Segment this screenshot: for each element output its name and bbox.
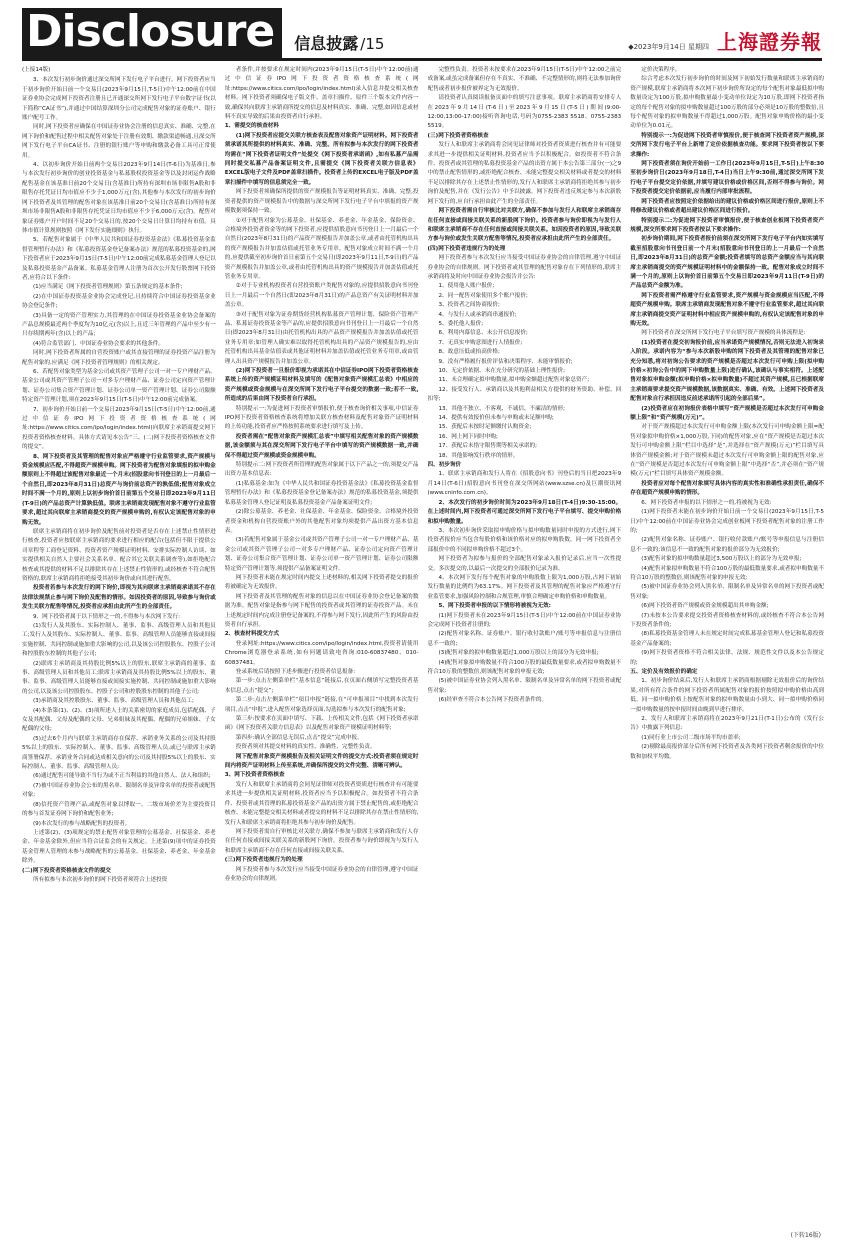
body-paragraph: (5)被中国证券业协会列入黑名单、限制名单及异常名单的网下投资者或配售对象; — [630, 584, 824, 600]
body-paragraph: (1)网下投资者未在2023年9月15日(T-5日)中午12:00前在中国证券业协会完成网下投资者注册的; — [427, 612, 622, 628]
page-number: /15 — [360, 35, 385, 53]
body-paragraph: 6、利用内幕信息、未公开信息报价; — [438, 330, 528, 337]
body-paragraph: 14、提供有效报价但未参与申购或未足额申购; — [438, 415, 554, 422]
body-paragraph: ②对于专业机构投资者自营投资账户类配售对象的,应提供招股意向书刊登日上一月最后一个自然日(即2023年8月31日)的产品总资产有关证明材料并加盖公章。 — [224, 283, 419, 309]
article-columns — [22, 66, 824, 1226]
body-paragraph: (5)被中国证券业协会列入黑名单、限制名单及异常名单的网下投资者或配售对象; — [427, 678, 622, 694]
body-paragraph: 1、联席主承销商和发行人将在《招股意向书》刊登后的当日把2023年9月14日(T-6日)招股意向书刊登在深交所网站(www.szse.cn)及巨潮资讯网(www.cninfo.com.cn)。 — [427, 471, 622, 497]
body-paragraph: 网下投资者需严格遵守行业监管要求,资产规模与资金规模应当匹配,不得超资产规模申购。联席主承销商发现配售对象不遵守行业监管要求,超过其向联席主承销商提交资产证明材料中相应资产规模申购的,有权认定该配售对象的申购无效。 — [630, 292, 824, 327]
body-paragraph: 网下配售对象资产规模报告及相关证明文件的提交方式:投资者须在规定时间内将资产证明材料上传至系统,并确保所提交的文件完整、清晰可辨认。 — [224, 753, 419, 770]
body-paragraph: 4、与发行人或承销商串通报价; — [438, 311, 517, 318]
body-paragraph: 所有拟参与本次初步询价的网下投资者须符合上述投资 — [33, 876, 168, 883]
body-paragraph: 网下投资者未能在规定时间内提交上述材料的,相关网下投资者提交的报价将被确定为无效报价。 — [224, 574, 419, 591]
body-paragraph: (4)符合监管部门、中国证券业协会要求的其他条件。 — [33, 340, 164, 347]
body-paragraph: (3)承销商及其控股股东、董事、监事、高级管理人员和其他员工; — [33, 698, 194, 705]
body-paragraph: 网下投资者为拟参与报价的全部配售对象录入报价记录后,应当一次性提交。多次提交的,以最后一次提交的全部报价记录为准。 — [427, 556, 622, 572]
body-paragraph: ①对于配售对象为公募基金、社保基金、养老金、年金基金、保险资金、合格境外投资者资金等的网下投资者,应提供招股意向书刊登日上一月最后一个自然日(2023年8月31日)的产品资产规模报告并加盖公章,或者由托管机构出具的资产规模报告并加盖估值或托管业务专用章。配售对象成立时间不满一个月的,应提供截至初步询价首日前第五个交易日(即2023年9月11日,T-9日)的产品资产规模报告并加盖公章,或者由托管机构出具的资产规模报告并加盖估值或托管业务专用章。 — [224, 217, 419, 280]
continued-to-note: (下转16版) — [790, 1232, 821, 1239]
masthead-right — [628, 26, 822, 55]
body-paragraph: 网下投资者须确保所提供的资产规模报告等证明材料真实、准确、完整,投资者提供的资产规模报告中的数据与深交所网下发行电子平台中填报的资产规模数据须保持一致。 — [224, 189, 419, 215]
body-paragraph: 5、委托他人报价; — [438, 320, 484, 327]
body-paragraph: 投资者若参与本次发行的网下询价,即视为其向联席主承销商承诺其不存在法律法规禁止参与网下询价及配售的情形。如因投资者的原因,导致参与询价或发生关联方配售等情况,投资者应承担由此所产生的全部责任。 — [22, 585, 216, 611]
body-paragraph: 3、本次初步询价采取拟申购价格与拟申购数量同时申报的方式进行,网下投资者报价应当包含每股价格和该价格对应的拟申购股数。同一网下投资者全部报价中的不同拟申购价格不超过3个。 — [427, 527, 622, 553]
body-paragraph: 3、投资者之间协商报价; — [438, 302, 500, 309]
body-paragraph: 投资者须对其提交材料的真实性、准确性、完整性负责。 — [235, 744, 376, 751]
body-paragraph: (7)未按本公告要求提交投资者资格核查材料的,或经核查不符合本公告网下投资者条件的; — [630, 612, 824, 628]
body-paragraph: 发行人和联席主承销商将会同见证律师对投资者资质进行核查并有可能要求其进一步提供相关证明材料,投资者应当予以积极配合。如投资者不符合条件、投资者或其管理的私募投资基金产品的出资方属于禁止配售的,或拒绝配合核查、未能完整提交相关材料或者提交的材料不足以排除其存在禁止性情形的,发行人和联席主承销商将拒绝其参与初步询价及配售。 — [224, 781, 419, 826]
body-paragraph: ③对于配售对象为证券期货经营机构私募资产管理计划、保险资产管理产品、私募证券投资基金等产品的,应提供招股意向书刊登日上一月最后一个自然日(即2023年8月31日)由托管机构出具的产品资产规模报告并加盖估值或托管业务专用章;如管理人确实难以取得托管机构出具的产品资产规模报告的,应由托管机构出具基金估值表或其他证明材料并加盖估值或托管业务专用章,或由管理人出具资产规模报告并加盖公章。 — [224, 311, 419, 365]
body-paragraph: 9、没有严格履行报价评估和决策程序、未能审慎报价; — [438, 358, 573, 365]
body-paragraph: (4)本条第(1)、(2)、(3)项所述人士的关系密切的家庭成员,包括配偶、子女及其配偶、父母及配偶的父母、兄弟姐妹及其配偶、配偶的兄弟姐妹、子女配偶的父母; — [22, 707, 216, 733]
body-paragraph: (2)配售对象名称、证券账户、银行收付款账户/账号等申报信息与注册信息不一致的; — [427, 631, 622, 647]
section-heading-paragraph: 2、核查材料提交方式 — [224, 631, 279, 638]
body-paragraph: (2)投资者应在初询报价表格中填写“资产规模是否超过本次发行可申购金额上限”和“资产规模(万元)”。 — [630, 405, 824, 422]
body-paragraph: (2)配售对象名称、证券账户、银行收付款账户/账号等申报信息与注册信息不一致的;该信息不一致的配售对象的报价部分为无效报价; — [630, 537, 824, 553]
body-paragraph: 网下投资者参与本次发行应当接受中国证券业协会的自律管理,遵守中国证券业协会的自律规则。 — [224, 866, 419, 882]
body-paragraph: (1)发行人及其股东、实际控制人、董事、监事、高级管理人员和其他员工;发行人及其股东、实际控制人、董事、监事、高级管理人员能够直接或间接实施控制、共同控制或施加重大影响的公司,以及该公司控股股东、控股子公司和控股股东控制的其他子公司; — [22, 622, 216, 658]
body-paragraph: 4、以初步询价开始日前两个交易日2023年9月14日(T-6日)为基准日,参与本次发行初步询价的创业投资基金与私募股权投资基金等以及封闭运作战略配售基金在该基准日前20个交易日(含基准日)所持有深圳市场非限售A股和非限售存托凭证日均市值应不少于1,000万元(含),其他参与本次发行的初步询价网下投资者及其管理的配售对象在该基准日前20个交易日(含基准日)所持有深圳市场非限售A股和非限售存托凭证日均市值应不少于6,000万元(含)。配售对象证券账户开户时间不足20个交易日的,按20个交易日计算日均持有市值。具体市值计算规则按照《网下发行实施细则》执行。 — [22, 162, 216, 234]
section-heading-paragraph: (三)网下投资者资格核查 — [427, 132, 489, 139]
body-paragraph: 同时,网下投资者应确保在中国证券业协会注册的信息真实、准确、完整,在网下询价和配售过程中相关配售对象处于注册有效期、缴款渠道畅通,且深交所网下发行电子平台CA证书、注册的银行账户等申购和缴款必备工具可正常使用。 — [22, 124, 216, 159]
body-paragraph: 网下投资者需自行审核比对关联方,确保不参加与发行人和联席主承销商存在任何直接或间接关联关系的新股网下询价。投资者参与询价即视为与发行人和联席主承销商不存在任何直接或间接关联关系。如因投资者的原因,导致关联方参与询价或发生关联方配售等情况,投资者应承担由此所产生的全部责任。 — [427, 208, 622, 243]
publication-date: ◆2023年9月14日 星期四 — [628, 43, 709, 51]
body-paragraph: 网下投资者须在询价开始前一工作日(2023年9月15日,T-5日)上午8:30至初步询价日(2023年9月18日,T-4日)当日上午9:30前,通过深交所网下发行电子平台提交定价依据,并填写建议价格或价格区间,否则不得参与询价。网下投资者提交定价依据前,应当履行内部审批流程。 — [630, 161, 824, 196]
body-paragraph: 18、其他影响发行秩序的情形。 — [438, 452, 519, 459]
body-paragraph: (1)投资者在提交初询报价前,应当承诺资产规模情况,否则无法进入初询录入阶段。承诺内容为“参与本次新股申购的网下投资者及其管理的配售对象已充分知悉,将对初询公告要求的资产规模是否超过本次发行可申购上限(拟申购价格×初询公告中的网下申购数量上限)进行确认,该确认与事实相符。上述配售对象拟申购金额(拟申购价格×拟申购数量)不超过其资产规模,且已根据联席主承销商要求提交资产规模数据,该数据真实、准确、有效。上述网下投资者及配售对象自行承担因违反前述承诺所引起的全部后果”。 — [630, 339, 824, 403]
body-paragraph: 第三步:按要求在页面中填写、下载、上传相关文件,包括《网下投资者承诺函》《网下投资者关联方信息表》以及配售对象资产规模证明材料等; — [224, 716, 419, 732]
body-paragraph: 对于资产规模超过本次发行可申购金额上限(本次发行可申购金额上限=配售对象拟申购价格×1,000万股,下同)的配售对象,应在“资产规模是否超过本次发行可申购金额上限”栏目中选择“是”,并选择在“资产规模(万元)”栏目填写具体资产规模金额;对于资产规模未超过本次发行可申购金额上限的配售对象,应在“资产规模是否超过本次发行可申购金额上限”中选择“否”,并必须在“资产规模(万元)”栏目填写具体资产规模金额。 — [630, 424, 824, 478]
masthead — [22, 8, 822, 61]
continued-from-note: (上接14版) — [22, 67, 51, 73]
body-paragraph: (6)网下投资者资产规模或资金规模超出其申购金额; — [641, 603, 769, 610]
body-paragraph: 登录网址:https://www.citics.com/ipo/login/index.html,投资者请使用Chrome浏览器登录系统,如有问题请致电咨询:010-60837480、010-60837481。 — [224, 640, 419, 666]
body-paragraph: 第一步:点击左侧菜单栏“基本信息”链接后,在页面右侧填写完整投资者基本信息,点击“提交”; — [224, 678, 419, 694]
body-paragraph: 发行人和联席主承销商将会同见证律师对投资者资质进行核查并有可能要求其进一步提供相关证明材料,投资者应当予以积极配合。如投资者不符合条件、投资者或其管理的私募投资基金产品的出资方属于本公告第三部分(一)之9中的禁止配售情形的,或拒绝配合核查、未能完整提交相关材料或者提交的材料不足以排除其存在上述禁止性情形的,发行人和联席主承销商将拒绝其参与初步询价及配售,并在《发行公告》中予以披露。网下投资者违反规定参与本次新股网下发行的,应自行承担由此产生的全部责任。 — [427, 142, 622, 205]
body-paragraph: (8)信托资产管理产品,或配售对象以博取一、二级市场价差为主要投资目的参与首发证券网下询价和配售业务; — [22, 801, 216, 818]
body-paragraph: 请投资者认真阅读报备页面中的填写注意事项。联席主承销商将安排专人在2023年9月14日(T-6日)至2023年9月15日(T-5日)期间(9:00-12:00,13:00-17:00)接听咨询电话,号码为0755-2383 5518、0755-2383 5519。 — [427, 95, 622, 130]
body-paragraph: (3)配售对象的拟申购数量超过1,000万股以上的部分为无效申报; — [438, 650, 599, 657]
body-paragraph: 特别提示二:为促进网下投资者审慎报价,便于核查创业板网下投资者资产规模,深交所要求网下投资者按以下要求操作: — [630, 217, 824, 233]
body-paragraph: 5、若配售对象属于《中华人民共和国证券投资基金法》《私募投资基金监督管理暂行办法》和《私募投资基金登记备案办法》规范的私募投资基金的,网下投资者应于2023年9月15日(T-5日)中午12:00前完成私募基金管理人登记以及私募投资基金产品备案。私募基金管理人注册为首次公开发行股票网下投资者,应符合以下条件: — [22, 237, 216, 281]
section-heading-paragraph: (二)网下投资者资格核查文件的提交 — [22, 867, 112, 874]
section-heading-paragraph: 3、网下投资者资格核查 — [224, 772, 285, 779]
body-paragraph: (1)网下投资者应提交关联方核查表及配售对象资产证明材料。网下投资者须承诺其所提供的材料真实、准确、完整。所有拟参与本次发行的网下投资者均需在“网下投资者证明文件”处提交《网下投资者承诺函》,如有私募产品需同时提交私募产品备案证明文件,且需提交《网下投资者关联方信息表》EXCEL版电子文件及PDF盖章扫描件。投资者上传的EXCEL电子版及PDF盖章扫描件中填写的信息须完全一致。 — [224, 132, 419, 186]
body-paragraph: 网下投资者参与本次发行应当接受中国证券业协会的自律管理,遵守中国证券业协会的自律规则。网下投资者或其管理的配售对象存在下列情形的,联席主承销商将及时向中国证券业协会报告并公告: — [427, 255, 622, 280]
body-paragraph: 投资者应对每个配售对象填写具体内容的真实性和准确性承担责任,确保不存在超资产规模申购的情形。 — [630, 480, 824, 497]
body-paragraph: 7、初步询价开始日前一个交易日2023年9月15日(T-5日)中午12:00前,通过中信证券IPO网下投资者资格核查系统(网址:https://www.citics.com/ipo/login/index.html)向联席主承销商提交网下投资者资格核查材料。具体方式请见本公告“三、(二)网下投资者资格核查文件的提交”。 — [22, 406, 216, 451]
body-paragraph: 上述第(2)、(3)项规定的禁止配售对象管理的公募基金、社保基金、养老金、年金基金除外,但应当符合证监会的有关规定。上述第(9)项中的证券投资基金管理人管理的未参与战略配售的公募基金、社保基金、养老金、年金基金除外。 — [22, 829, 216, 865]
article-column-2 — [225, 66, 419, 1226]
body-paragraph: 6、网下投资者申报的以下情形之一的,将被视为无效: — [641, 499, 772, 506]
body-paragraph: (9)本次发行的参与战略配售的投资者。 — [33, 820, 131, 827]
body-paragraph: 16、网上网下同时申购; — [438, 433, 498, 440]
body-paragraph: 网下投资者在深交所网下发行电子平台填写资产规模的具体流程是: — [641, 330, 806, 337]
body-paragraph: 1、使用他人账户报价; — [438, 283, 495, 290]
body-paragraph: (2)在中国证券投资基金业协会完成登记,且持续符合中国证券投资基金业协会登记条件; — [22, 293, 216, 310]
section-heading-paragraph: (四)网下投资者违规行为的处理 — [427, 245, 506, 252]
body-paragraph: 7、无真实申购意图进行人情报价; — [438, 339, 523, 346]
body-paragraph: 完整性负责。投资者未按要求在2023年9月15日(T-5日)中午12:00之前完成备案,或虽完成备案但存在不真实、不准确、不完整情形的,则将无法参加询价配售或者初步报价被界定为无效报价。 — [427, 67, 622, 92]
body-paragraph: (7)被中国证券业协会公布的黑名单、限制名单及异常名单的投资者或配售对象; — [22, 782, 216, 799]
body-paragraph: 同时,网下投资者所属的自营投资账户或其直接管理的证券投资产品注册为配售对象的,应满足《网下投资者管理规则》的相关规定。 — [22, 350, 216, 366]
body-paragraph: 8、故意压低或抬高价格; — [438, 349, 500, 356]
body-paragraph: 1、初步询价结束后,发行人和联席主承销商根据剔除无效报价后的询价结果,对所有符合条件的网下投资者所属配售对象的报价按照拟申购价格由高到低、同一拟申购价格上按配售对象的拟申购数量由小到大、同一拟申购价格同一拟申购数量的按申报时间由晚到早进行排序。 — [630, 678, 824, 713]
section-heading-paragraph: 五、定价及有效报价的确定 — [630, 669, 698, 675]
body-paragraph: 4、本次网下发行每个配售对象的申购股数上限为1,000万股,占网下初始发行数量的比例约为63.17%。网下投资者及其管理的配售对象应严格遵守行业监管要求,加强风险控制和合规管理,审慎合理确定申购价格和申购数量。 — [427, 574, 622, 600]
body-paragraph: 定价决策程序。 — [641, 67, 681, 73]
body-paragraph: 6、若配售对象类型为基金公司或其资产管理子公司一对一专户理财产品、基金公司或其资产管理子公司一对多专户理财产品、证券公司定向资产管理计划、证券公司集合资产管理计划、证券公司单一资产管理计划、证券公司限额特定资产管理计划,须在2023年9月15日(T-5日)中午12:00前完成备案。 — [22, 369, 216, 404]
body-paragraph: 12、接受发行人、承销商以及其他利益相关方提供的财务资助、补偿、回扣等; — [427, 386, 622, 403]
body-paragraph: 联席主承销商将在初步询价及配售前对投资者是否存在上述禁止性情形进行核查,投资者应按联席主承销商的要求进行相应的配合(包括但不限于提供公司章程等工商登记资料、投资者资产规模证明材料、安排实际控制人访谈、如实提供相关自然人主要社会关系名单、配合其它关联关系调查等),如拒绝配合核查或其提供的材料不足以排除其存在上述禁止性情形的,或经核查不符合配售资格的,联席主承销商将拒绝接受其初步询价或向其进行配售。 — [22, 528, 216, 582]
body-paragraph: 特别提示二:网下投资者所管理的配售对象属于以下产品之一的,须提交产品出资方基本信息表: — [224, 462, 419, 478]
body-paragraph: 11、未合理确定拟申购数量,拟申购金额超过配售对象总资产; — [438, 377, 590, 384]
body-paragraph: (5)过去6个月内与联席主承销商存在保荐、承销业务关系的公司及其持股5%以上的股东、实际控制人、董事、监事、高级管理人员,或已与联席主承销商签署保荐、承销业务合同或达成相关意向的公司及其持股5%以上的股东、实际控制人、董事、监事、高级管理人员; — [22, 735, 216, 771]
body-paragraph: (1)网下投资者未能在初步询价开始日前一个交易日(2023年9月15日,T-5日)中午12:00前在中国证券业协会完成创业板网下投资者配售对象的注册工作的; — [630, 509, 824, 534]
body-paragraph: (4)配售对象拟申购数量不符合100万股的最低数量要求,或者拟申购数量不符合10万股的整数倍,则该配售对象的申报无效; — [427, 659, 622, 675]
body-paragraph: (1)私募基金:如为《中华人民共和国证券投资基金法》《私募投资基金监督管理暂行办法》和《私募投资基金登记备案办法》规范的私募投资基金,须提供私募基金管理人登记证明及私募投资基金产品备案证明文件; — [224, 480, 419, 506]
article-column-1 — [22, 66, 216, 1226]
body-paragraph: 网下投资者需自行审核比对关联方,确保不参加与联席主承销商和发行人存在任何直接或间接关联关系的新股网下询价。投资者参与询价即视为与发行人和联席主承销商不存在任何直接或间接关联关系。 — [224, 828, 419, 854]
article-column-4 — [630, 66, 824, 1226]
body-paragraph: 15、获配后未按时足额缴付认购资金; — [438, 424, 532, 431]
body-paragraph: 者条件,并按要求在规定时间内(2023年9月15日(T-5日)中午12:00前)通过中信证券IPO网下投资者资格核查系统(网址:https://www.citics.com/ipo/login/index.html)录入信息并提交相关核查材料。网下投资者须确保电子版文件、盖章扫描件、原件三个版本文件内容一致,确保其向联席主承销商所提交的信息及材料真实、准确、完整,如因信息或材料不真实导致的后果由投资者自行承担。 — [224, 67, 419, 121]
body-paragraph: 第四步:确认全部信息无误后,点击“提交”完成申报。 — [235, 734, 363, 741]
body-paragraph: (3)配售对象的拟申购数量超过3,500万股以上的部分为无效申报; — [641, 556, 802, 563]
body-paragraph: (9)网下投资者资格不符合相关法律、法规、规范性文件以及本公告规定的; — [630, 650, 824, 666]
body-paragraph: 3、本次发行初步询价通过深交所网下发行电子平台进行。网下投资者应当于初步询价开始日前一个交易日(2023年9月15日,T-5日)中午12:00前在中国证券业协会完成网下投资者注册且已开通深交所网下发行电子平台数字证书(以下简称“CA证书”),并通过中国结算深圳分公司完成配售对象的证券账户、银行账户配号工作。 — [22, 77, 216, 122]
body-paragraph: 第二步:点击左侧菜单栏“项目申报”链接,在“可申报项目”中找到本次发行项目,点击“申报”,进入配售对象选择页面,勾选拟参与本次发行的配售对象; — [224, 697, 419, 713]
body-paragraph: 特别提示一:为促进网下投资者审慎报价,便于核查网下投资者资产规模,深交所网下发行电子平台上新增了定价依据核查功能。要求网下投资者按以下要求操作: — [630, 132, 824, 158]
body-paragraph: 5、网下投资者申报的以下情形将被视为无效: — [438, 603, 551, 610]
body-paragraph: 登录系统后请按照下述步骤进行投资者信息报备: — [235, 669, 356, 675]
section-heading-paragraph: 1、需提交的核查材料 — [224, 123, 279, 130]
body-paragraph: (8)私募投资基金管理人未在规定时间完成私募基金管理人登记和私募投资基金产品备案的; — [630, 631, 824, 647]
body-paragraph: 9、网下投资者属于以下情形之一的,不得参与本次网下发行: — [33, 613, 181, 620]
body-paragraph: (6)经审查不符合本公告网下投资者条件的。 — [438, 697, 548, 704]
body-paragraph: 8、网下投资者及其管理的配售对象应严格遵守行业监管要求,资产规模与资金规模应匹配,不得超资产规模申购。网下投资者为配售对象填报的拟申购金额原则上不得超过该配售对象最近一个月末(招股意向书刊登日的上一月最后一个自然日,即2023年8月31日)总资产与询价前总资产的孰低值;配售对象成立时间不满一个月的,原则上以初步询价首日前第五个交易日即2023年9月11日(T-9日)的产品总资产计算孰低值。联席主承销商发现配售对象不遵守行业监管要求,超过其向联席主承销商提交的资产规模申购的,有权认定该配售对象的申购无效。 — [22, 453, 216, 526]
body-paragraph: (2)除公募基金、养老金、社保基金、年金基金、保险资金、合格境外投资者资金和机构自营投资账户外的其他配售对象均须提供产品出资方基本信息表。 — [224, 509, 419, 534]
body-paragraph: 网下投资者及其管理的配售对象的信息以在中国证券业协会登记备案的数据为准。配售对象是指参与网下配售的投资者或其管理的证券投资产品。未在上述规定时间内完成注册登记备案的,不得参与网下发行,因此所产生的风险由投资者自行承担。 — [224, 593, 419, 628]
section-title: 信息披露 — [294, 34, 359, 53]
body-paragraph: 初步询价期间,网下投资者报价前须在深交所网下发行电子平台内如实填写截至招股意向书刊登日前一个月末(招股意向书刊登日的上一月最后一个自然日,即2023年8月31日)的总资产金额;投资者填写的总资产金额应当与其向联席主承销商提交的资产规模证明材料中的金额保持一致。配售对象成立时间不满一个月的,原则上以询价首日前第五个交易日即2023年9月11日(T-9日)的产品总资产金额为准。 — [630, 236, 824, 290]
section-heading — [294, 31, 384, 54]
body-paragraph: 10、无定价依据、未在充分研究的基础上理性报价; — [438, 368, 565, 374]
body-paragraph: 13、其他不独立、不客观、不诚信、不廉洁的情形; — [438, 405, 565, 412]
body-paragraph: (6)通过配售可能导致不当行为或不正当利益的其他自然人、法人和组织; — [33, 773, 211, 780]
body-paragraph: 2、发行人和联席主承销商将在2023年9月21日(T-1日)公布的《发行公告》中披露下列信息: — [630, 716, 824, 732]
body-paragraph: (1)应当满足《网下投资者管理规则》第五条规定的基本条件; — [33, 284, 183, 291]
body-paragraph: 2、同一配售对象使用多个账户报价; — [438, 292, 528, 299]
body-paragraph: 2、本次发行的初步询价时间为2023年9月18日(T-4日)9:30-15:00。在上述时间内,网下投资者可通过深交所网下发行电子平台填写、提交申购价格和拟申购数量。 — [427, 499, 622, 525]
body-paragraph: (3)具备一定的资产管理实力,其管理的在中国证券投资基金业协会备案的产品总规模最近两个季度均为10亿元(含)以上,且近三年管理的产品中至少有一只存续期两年(含)以上的产品; — [22, 312, 216, 338]
body-paragraph: (4)配售对象拟申购数量不符合100万股的最低数量要求,或者拟申购数量不符合10万股的整数倍,则该配售对象的申报无效; — [630, 565, 824, 581]
body-paragraph: (2)剔除最高报价部分后所有网下投资者及各类网下投资者剩余报价的中位数和加权平均数。 — [630, 744, 824, 760]
section-heading-paragraph: 四、初步询价 — [427, 462, 462, 469]
body-paragraph: 网下投资者应按照定价依据给出的建议价格或价格区间进行报价,原则上不得修改建议价格或者超出建议价格区间进行报价。 — [630, 198, 824, 215]
disclosure-logo: Disclosure — [22, 8, 282, 58]
body-paragraph: 综合考虑本次发行初步询价的时间及网下初始发行数量和联席主承销商的资产规模,联席主承销商将本次网下初步询价所设定的每个配售对象最低拟申购数量设定为100万股,拟申购数量最小变动单位设定为10万股,即网下投资者指定的每个配售对象的拟申购数量超过100万股的部分必须是10万股的整数倍,且每个配售对象的拟申购数量不得超过1,000万股。配售对象申购价格的最小变动单位为0.01元。 — [630, 76, 824, 130]
body-paragraph: 投资者需在“配售对象资产规模汇总表”中填写相关配售对象的资产规模数据,该金额须与其在深交所网下发行电子平台中填写的资产规模数据一致,并确保不得超过资产规模或资金规模申购。 — [224, 433, 419, 459]
body-paragraph: (3)若配售对象属于基金公司或其资产管理子公司一对一专户理财产品、基金公司或其资产管理子公司一对多专户理财产品、证券公司定向资产管理计划、证券公司集合资产管理计划、证券公司单一资产管理计划、证券公司限额特定资产管理计划等,须提供产品备案证明文件。 — [224, 537, 419, 572]
body-paragraph: (2)联席主承销商及其持股比例5%以上的股东,联席主承销商的董事、监事、高级管理人员和其他员工;联席主承销商及其持股比例5%以上的股东、董事、监事、高级管理人员能够直接或间接实施控制、共同控制或施加重大影响的公司,以及该公司控股股东、控股子公司和控股股东控制的其他子公司; — [22, 660, 216, 695]
body-paragraph: (2)网下投资者一旦报价即视为承诺其在中信证券IPO网下投资者资格核查系统上传的资产规模证明材料及填写的《配售对象资产规模汇总表》中相应的资产规模或资金规模与在深交所网下发行电子平台提交的数据一致;若不一致,所造成的后果由网下投资者自行承担。 — [224, 368, 419, 403]
body-paragraph: (1)同行业上市公司二级市场平均市盈率; — [641, 734, 741, 741]
article-column-3 — [428, 66, 622, 1226]
body-paragraph: 特别提示一:为促进网下投资者审慎报价,便于核查询价相关事项,中信证券IPO网下投资者资格核查系统将增加关联方核查材料及配售对象资产证明材料的上传功能,投资者应严格按照系统要求进行填写及上传。 — [224, 405, 419, 431]
section-heading-paragraph: (三)网下投资者违规行为的处理 — [224, 857, 303, 864]
newspaper-logo: 上海證券報 — [717, 30, 822, 54]
body-paragraph: 17、获配后未恪守限售期等相关承诺的; — [438, 443, 538, 450]
